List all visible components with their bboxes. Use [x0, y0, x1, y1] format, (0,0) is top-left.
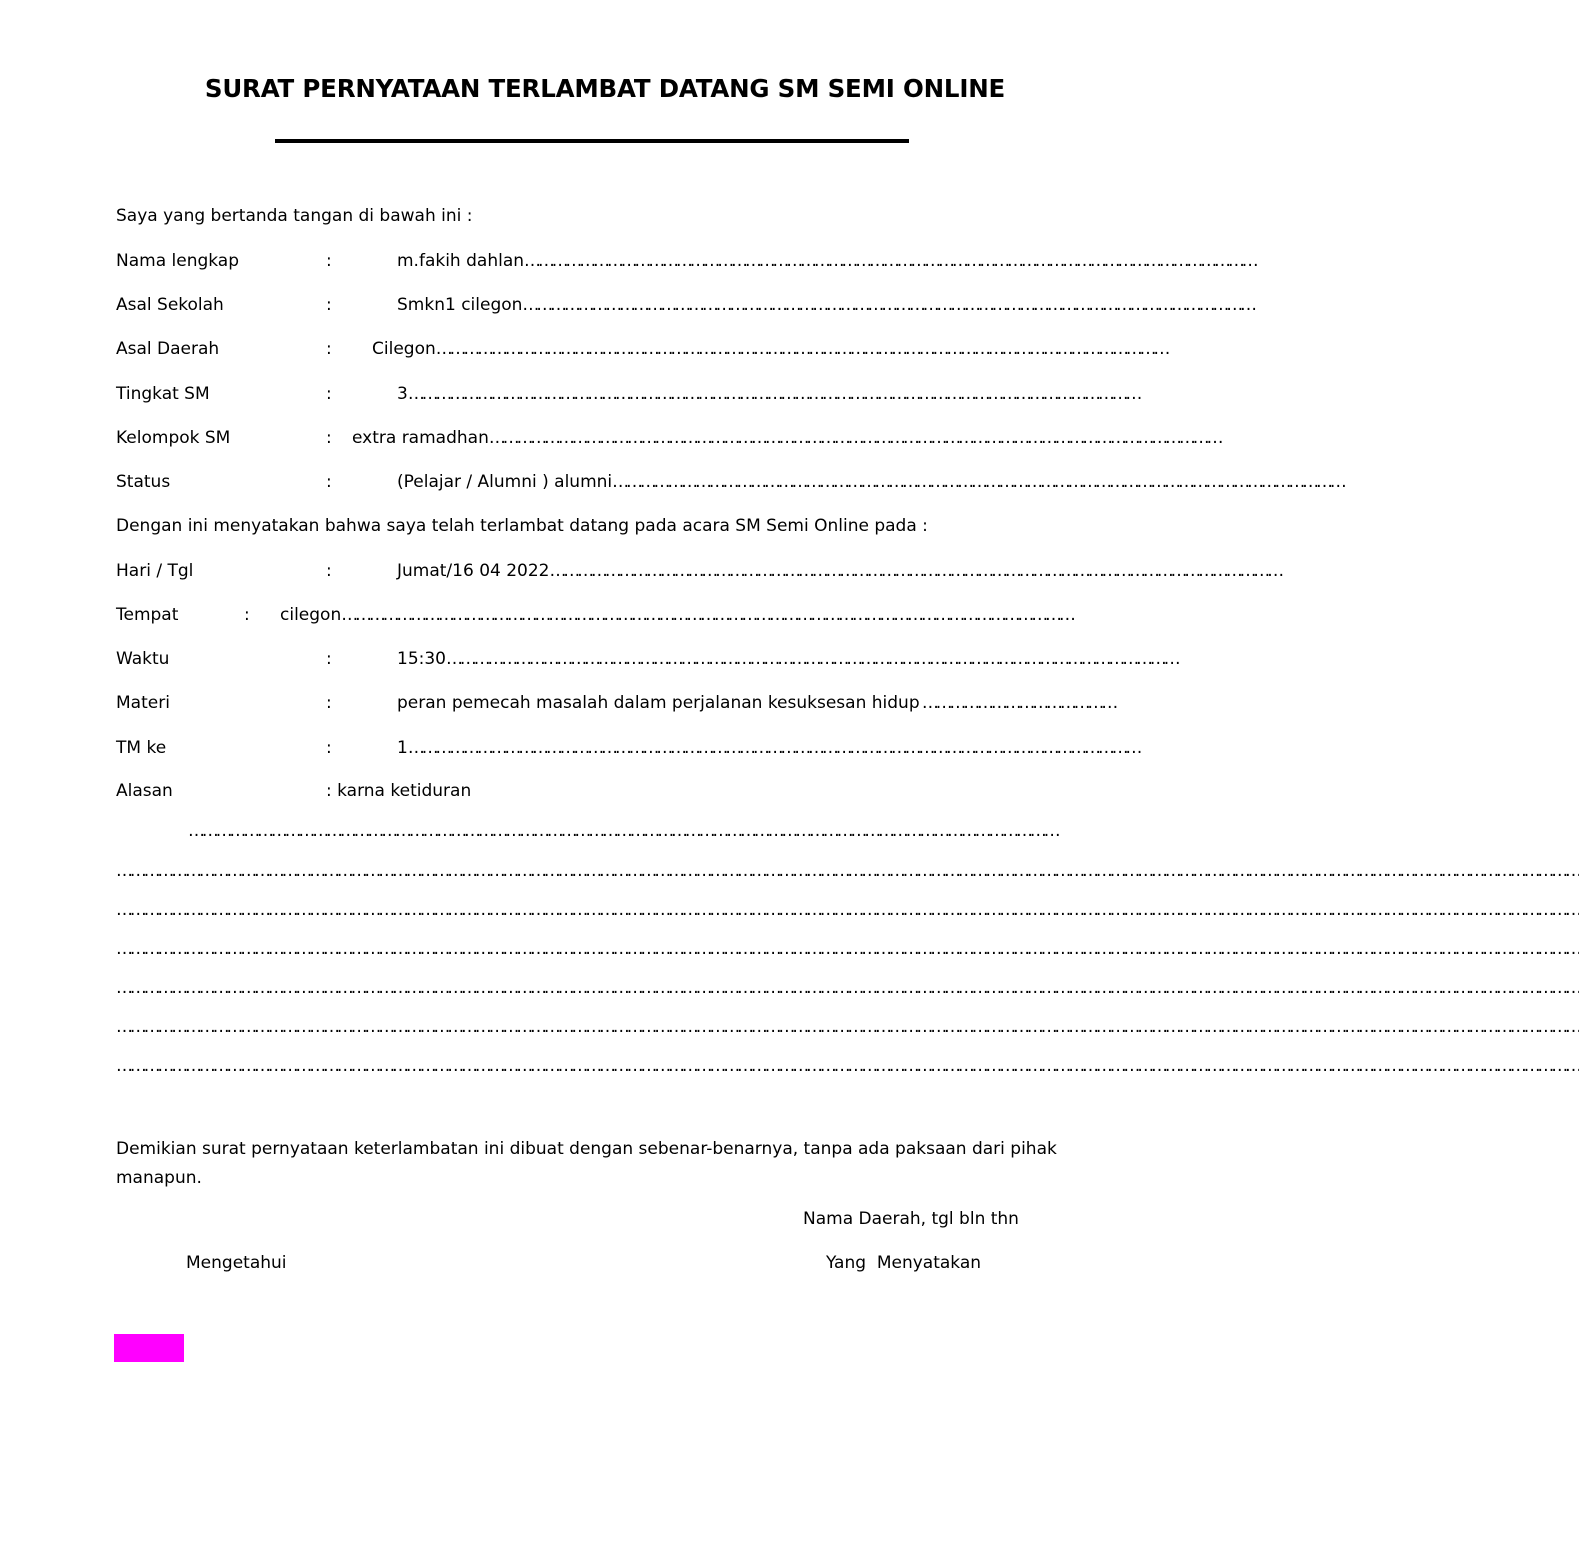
field-colon: : [326, 295, 332, 315]
field-value-sekolah: Smkn1 cilegon…………………………………………………………………………………………………………………………………………… [397, 295, 1254, 315]
event-value-materi: peran pemecah masalah dalam perjalanan kesuksesan hidup …………………………………… [397, 693, 1116, 713]
dotted-line [116, 1016, 1097, 1038]
field-value-kelompok: extra ramadhan…………………………………………………………………………………………………………………………………………… [352, 428, 1221, 448]
dotted-line [116, 977, 1097, 999]
reason-label: Alasan [116, 781, 173, 801]
highlight-mark [114, 1334, 184, 1362]
dotted-line [116, 899, 1097, 921]
event-value-waktu: 15:30…………………………………………………………………………………………………………………………………………… [397, 649, 1178, 669]
right-signature-label: Yang Menyatakan [826, 1253, 982, 1273]
field-colon: : [326, 693, 332, 713]
closing-text: Demikian surat pernyataan keterlambatan ini dibuat dengan sebenar-benarnya, tanpa ada paksaan dari pihak manapun. [116, 1139, 1057, 1188]
place-date: Nama Daerah, tgl bln thn [803, 1209, 1019, 1229]
statement-text: Dengan ini menyatakan bahwa saya telah terlambat datang pada acara SM Semi Online pada : [116, 516, 928, 536]
event-value-tempat: cilegon…………………………………………………………………………………………………………………………………………… [280, 605, 1073, 625]
title-underline [275, 139, 909, 143]
field-colon: : [326, 384, 332, 404]
field-label-kelompok: Kelompok SM [116, 428, 231, 448]
field-value-daerah: Cilegon…………………………………………………………………………………………………………………………………………… [372, 339, 1168, 359]
field-label-sekolah: Asal Sekolah [116, 295, 224, 315]
dotted-line [116, 938, 1097, 960]
field-colon: : [326, 561, 332, 581]
left-signature-label: Mengetahui [186, 1253, 287, 1273]
dotted-line [188, 820, 888, 842]
field-label-nama: Nama lengkap [116, 251, 240, 271]
dotted-line [116, 1055, 1097, 1077]
field-value-status: (Pelajar / Alumni ) alumni…………………………………………………………………………………………………………………………………………… [397, 472, 1344, 492]
event-value-hari: Jumat/16 04 2022…………………………………………………………………………………………………………………………………………… [397, 561, 1281, 581]
field-colon: : [326, 472, 332, 492]
event-label-tempat: Tempat [116, 605, 179, 625]
event-label-materi: Materi [116, 693, 170, 713]
field-colon: : [326, 428, 332, 448]
field-colon: : [326, 339, 332, 359]
event-label-tm: TM ke [116, 738, 167, 758]
dotted-line [116, 860, 1097, 882]
intro-text: Saya yang bertanda tangan di bawah ini : [116, 206, 473, 226]
field-value-tingkat: 3…………………………………………………………………………………………………………………………………………… [397, 384, 1140, 404]
event-label-hari: Hari / Tgl [116, 561, 194, 581]
field-label-tingkat: Tingkat SM [116, 384, 210, 404]
field-colon: : [326, 738, 332, 758]
reason-value: : karna ketiduran [326, 781, 472, 801]
field-value-nama: m.fakih dahlan…………………………………………………………………………………………………………………………………………… [397, 251, 1256, 271]
event-label-waktu: Waktu [116, 649, 170, 669]
page-title: SURAT PERNYATAAN TERLAMBAT DATANG SM SEMI ONLINE [204, 74, 1006, 103]
event-value-tm: 1…………………………………………………………………………………………………………………………………………… [397, 738, 1140, 758]
field-colon: : [326, 649, 332, 669]
field-colon: : [244, 605, 250, 625]
field-colon: : [326, 251, 332, 271]
field-label-daerah: Asal Daerah [116, 339, 220, 359]
field-label-status: Status [116, 472, 171, 492]
